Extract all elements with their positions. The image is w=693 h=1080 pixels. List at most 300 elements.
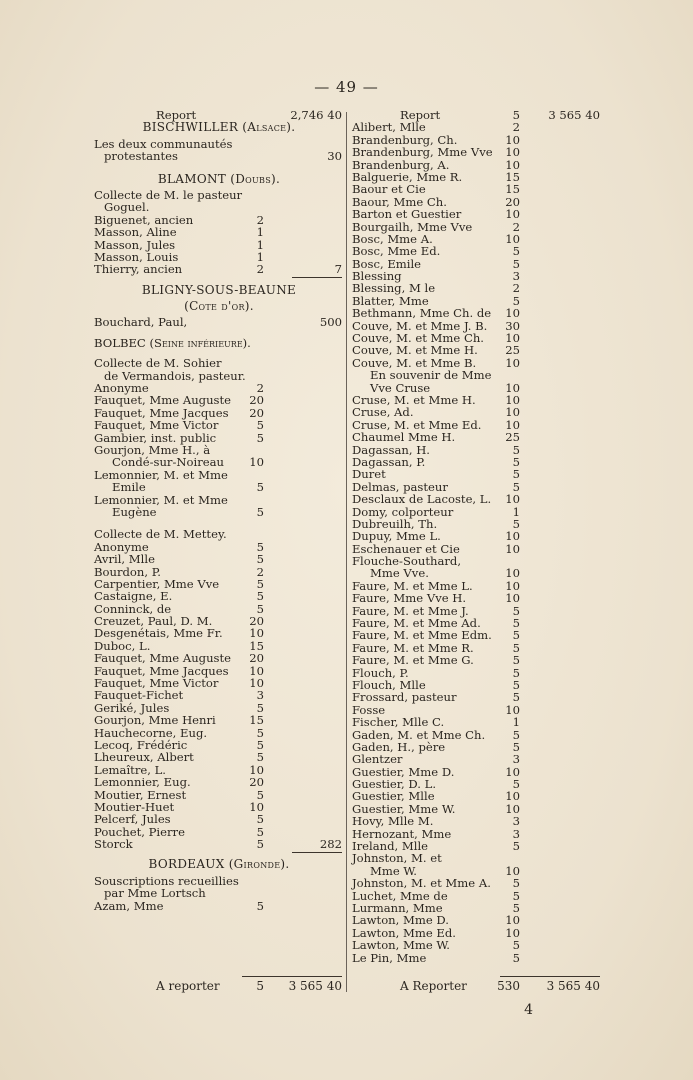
entry-row bbox=[352, 493, 602, 505]
entry-row bbox=[94, 419, 344, 431]
entry-row bbox=[94, 900, 344, 912]
entry-name: Flouch, Mlle bbox=[352, 677, 426, 692]
entry-amount: 5 bbox=[512, 467, 520, 482]
entry-name: Blessing, M le bbox=[352, 281, 436, 296]
entry-name: Vve Cruse bbox=[370, 380, 431, 395]
entry-row bbox=[352, 716, 602, 728]
entry-amount: 5 bbox=[512, 665, 520, 680]
entry-row bbox=[94, 590, 344, 602]
entry-name: Masson, Jules bbox=[94, 237, 176, 252]
entry-name: Gaden, M. et Mme Ch. bbox=[352, 727, 486, 742]
entry-row bbox=[352, 183, 602, 195]
footer-amount: 530 bbox=[497, 979, 520, 993]
entry-amount: 10 bbox=[505, 392, 520, 407]
entry-amount: 5 bbox=[256, 898, 264, 913]
entry-row bbox=[352, 456, 602, 468]
entry-name: Eugène bbox=[112, 504, 157, 519]
entry-amount: 5 bbox=[512, 690, 520, 705]
entry-amount: 5 bbox=[512, 677, 520, 692]
entry-name: Collecte de M. Sohier bbox=[94, 356, 222, 371]
entry-amount: 15 bbox=[505, 169, 520, 184]
entry-name: Souscriptions recueillies bbox=[94, 873, 239, 888]
entry-amount: 1 bbox=[256, 225, 264, 240]
section-header-blamont bbox=[94, 173, 344, 185]
entry-name: Mme W. bbox=[370, 863, 417, 878]
entry-name: Luchet, Mme de bbox=[352, 888, 448, 903]
entry-amount: 10 bbox=[505, 231, 520, 246]
entry-name: Hernozant, Mme bbox=[352, 826, 452, 841]
entry-name: Guestier, Mlle bbox=[352, 789, 435, 804]
entry-name: Fosse bbox=[352, 702, 386, 717]
entry-amount: 10 bbox=[505, 566, 520, 581]
footer-label: A Reporter bbox=[400, 979, 467, 993]
entry-row bbox=[352, 468, 602, 480]
entry-row bbox=[352, 939, 602, 951]
entry-amount: 5 bbox=[256, 480, 264, 495]
entry-row bbox=[352, 369, 602, 381]
right-column bbox=[352, 109, 602, 964]
entry-name: Conninck, de bbox=[94, 601, 172, 616]
entry-amount: 3 bbox=[512, 814, 520, 829]
entry-name: En souvenir de Mme bbox=[370, 368, 492, 383]
entry-amount: 10 bbox=[505, 529, 520, 544]
entry-name: Creuzet, Paul, D. M. bbox=[94, 614, 213, 629]
entry-amount: 5 bbox=[256, 824, 264, 839]
entry-name: Storck bbox=[94, 837, 133, 852]
entry-name: Fauquet-Fichet bbox=[94, 688, 184, 703]
entry-name: Goguel. bbox=[104, 200, 150, 215]
entry-amount: 5 bbox=[256, 700, 264, 715]
entry-row bbox=[94, 316, 344, 328]
entry-amount: 2 bbox=[256, 262, 264, 277]
entry-name: Fischer, Mlle C. bbox=[352, 715, 445, 730]
entry-name: Faure, M. et Mme L. bbox=[352, 578, 473, 593]
report-label: Report bbox=[156, 108, 197, 122]
entry-amount: 10 bbox=[505, 925, 520, 940]
entry-amount: 3 bbox=[512, 752, 520, 767]
entry-name: Geriké, Jules bbox=[94, 700, 170, 715]
entry-name: Blessing bbox=[352, 269, 402, 284]
section-region: (Doubs). bbox=[230, 171, 281, 186]
entry-amount: 10 bbox=[249, 626, 264, 641]
entry-amount: 5 bbox=[256, 725, 264, 740]
section-region: (Alsace). bbox=[242, 120, 296, 135]
entry-amount: 3 bbox=[512, 269, 520, 284]
entry-name: Castaigne, E. bbox=[94, 589, 173, 604]
collecte-line bbox=[94, 357, 344, 369]
entry-amount: 5 bbox=[512, 603, 520, 618]
entry-row bbox=[94, 226, 344, 238]
entry-amount: 5 bbox=[512, 901, 520, 915]
entry-name: Balguerie, Mme R. bbox=[352, 169, 463, 184]
entry-name: Dubreuilh, Th. bbox=[352, 516, 438, 531]
entry-name: Lemaître, L. bbox=[94, 762, 166, 777]
entry-row bbox=[352, 208, 602, 220]
section-region: (Gironde). bbox=[228, 857, 290, 872]
entry-name: Emile bbox=[112, 480, 146, 495]
section-total: 282 bbox=[319, 837, 342, 852]
entry-amount: 5 bbox=[256, 787, 264, 802]
entry-row bbox=[352, 753, 602, 765]
entry-name: Avril, Mlle bbox=[94, 552, 155, 567]
entry-amount: 3 bbox=[512, 826, 520, 841]
entry-row bbox=[94, 456, 344, 468]
entry-name: Gambier, inst. public bbox=[94, 430, 217, 445]
entry-row bbox=[352, 344, 602, 356]
section-region-row bbox=[94, 300, 344, 312]
entry-amount: 10 bbox=[505, 863, 520, 878]
section-title: BISCHWILLER bbox=[142, 120, 239, 135]
left-footer bbox=[94, 979, 344, 991]
entry-amount: 2 bbox=[256, 381, 264, 396]
entry-amount: 10 bbox=[505, 578, 520, 593]
entry-amount: 1 bbox=[256, 237, 264, 252]
entry-name: Lemonnier, M. et Mme bbox=[94, 467, 228, 482]
entry-row bbox=[94, 394, 344, 406]
entry-amount: 5 bbox=[512, 616, 520, 631]
entry-amount: 5 bbox=[512, 244, 520, 259]
entry-amount: 5 bbox=[256, 589, 264, 604]
entry-amount: 25 bbox=[505, 343, 520, 358]
entry-amount: 5 bbox=[512, 640, 520, 655]
entry-amount: 5 bbox=[512, 839, 520, 854]
entry-name: Fauquet, Mme Auguste bbox=[94, 393, 232, 408]
entry-row bbox=[352, 530, 602, 542]
entry-amount: 2 bbox=[256, 212, 264, 227]
entry-row bbox=[352, 307, 602, 319]
entry-name: Bethmann, Mme Ch. de bbox=[352, 306, 492, 321]
entry-row bbox=[94, 714, 344, 726]
entry-row bbox=[94, 813, 344, 825]
entry-amount: 10 bbox=[505, 331, 520, 346]
footer-row bbox=[94, 979, 344, 991]
entry-name: Faure, M. et Mme G. bbox=[352, 653, 474, 668]
entry-name: Lemonnier, Eug. bbox=[94, 775, 191, 790]
entry-amount: 5 bbox=[512, 950, 520, 965]
entry-row bbox=[352, 121, 602, 133]
entry-name: Fauquet, Mme Victor bbox=[94, 418, 219, 433]
entry-name: Bourdon, P. bbox=[94, 564, 161, 579]
entry-name: Bosc, Emile bbox=[352, 256, 422, 271]
entry-amount: 3 bbox=[256, 688, 264, 703]
entry-name: Ireland, Mlle bbox=[352, 839, 429, 854]
entry-amount: 10 bbox=[249, 676, 264, 691]
column-divider bbox=[346, 112, 347, 992]
report-label: Report bbox=[400, 108, 441, 122]
entry-name: Eschenauer et Cie bbox=[352, 541, 460, 556]
entry-name: Anonyme bbox=[94, 381, 149, 396]
entry-amount: 10 bbox=[505, 145, 520, 160]
section-header-bischwiller bbox=[94, 121, 344, 133]
entry-name: Brandenburg, Ch. bbox=[352, 132, 458, 147]
entry-row bbox=[94, 263, 344, 275]
entry-name: Lemonnier, M. et Mme bbox=[94, 492, 228, 507]
entry-row bbox=[352, 592, 602, 604]
footer-total: 3 565 40 bbox=[288, 979, 342, 993]
entry-name: Bosc, Mme Ed. bbox=[352, 244, 441, 259]
entry-amount: 10 bbox=[249, 799, 264, 814]
entry-row bbox=[352, 852, 602, 864]
left-column bbox=[94, 109, 344, 912]
entry-amount: 5 bbox=[256, 812, 264, 827]
entry-row bbox=[352, 914, 602, 926]
entry-row bbox=[94, 652, 344, 664]
footer-amount: 5 bbox=[256, 979, 264, 993]
entry-amount: 5 bbox=[256, 539, 264, 554]
footer-total: 3 565 40 bbox=[546, 979, 600, 993]
footer-row bbox=[352, 979, 602, 991]
entry-name: Fauquet, Mme Jacques bbox=[94, 405, 229, 420]
left-footer-rule bbox=[242, 976, 342, 977]
entry-name: Carpentier, Mme Vve bbox=[94, 576, 220, 591]
entry-name: par Mme Lortsch bbox=[104, 886, 206, 901]
entry-amount: 5 bbox=[512, 516, 520, 531]
entry-name: Lecoq, Frédéric bbox=[94, 737, 188, 752]
entry-name: Baour et Cie bbox=[352, 182, 426, 197]
entry-name: Gourjon, Mme H., à bbox=[94, 442, 211, 457]
entry-name: Masson, Aline bbox=[94, 225, 177, 240]
entry-row bbox=[94, 776, 344, 788]
entry-amount: 10 bbox=[505, 132, 520, 147]
section-title: BLAMONT bbox=[157, 171, 227, 186]
entry-name: Delmas, pasteur bbox=[352, 479, 448, 494]
entry-amount: 5 bbox=[512, 876, 520, 891]
entry-name: Johnston, M. et bbox=[352, 851, 442, 866]
report-amount: 5 bbox=[512, 108, 520, 122]
entry-row bbox=[352, 952, 602, 964]
entry-amount: 20 bbox=[505, 194, 520, 209]
entry-amount: 2 bbox=[256, 564, 264, 579]
entry-amount: 20 bbox=[249, 775, 264, 790]
entry-amount: 5 bbox=[256, 737, 264, 752]
entry-name: Anonyme bbox=[94, 539, 149, 554]
entry-name: Lawton, Mme D. bbox=[352, 913, 449, 928]
entry-name: Glentzer bbox=[352, 752, 403, 767]
entry-row bbox=[352, 146, 602, 158]
footer-label: A reporter bbox=[156, 979, 220, 993]
entry-amount: 5 bbox=[256, 504, 264, 519]
entry-amount: 2 bbox=[512, 281, 520, 296]
entry-amount: 5 bbox=[512, 739, 520, 754]
entry-row bbox=[352, 431, 602, 443]
entry-name: Flouch, P. bbox=[352, 665, 409, 680]
entry-row bbox=[94, 751, 344, 763]
entry-name: Alibert, Mlle bbox=[352, 120, 426, 135]
subtotal-rule bbox=[292, 277, 342, 278]
entry-amount: 10 bbox=[505, 913, 520, 928]
entry-name: Lawton, Mme W. bbox=[352, 938, 450, 953]
entry-name: Duret bbox=[352, 467, 386, 482]
section-region: (Cote d'or). bbox=[184, 299, 254, 314]
subtotal-rule bbox=[292, 852, 342, 853]
section-header-bolbec bbox=[94, 337, 344, 349]
entry-name: Gourjon, Mme Henri bbox=[94, 713, 216, 728]
entry-name: Cruse, M. et Mme H. bbox=[352, 392, 476, 407]
entry-name: Duboc, L. bbox=[94, 638, 151, 653]
entry-amount: 10 bbox=[249, 762, 264, 777]
entry-name: Johnston, M. et Mme A. bbox=[352, 876, 491, 891]
entry-name: Faure, Mme Vve H. bbox=[352, 591, 467, 606]
entry-row bbox=[94, 506, 344, 518]
entry-amount: 10 bbox=[505, 306, 520, 321]
entry-name: Pelcerf, Jules bbox=[94, 812, 171, 827]
entry-name: Le Pin, Mme bbox=[352, 950, 427, 965]
entry-amount: 5 bbox=[256, 576, 264, 591]
entry-row bbox=[94, 481, 344, 493]
entry-amount: 5 bbox=[256, 601, 264, 616]
entry-amount: 1 bbox=[512, 715, 520, 730]
entry-name: Moutier, Ernest bbox=[94, 787, 187, 802]
entry-amount: 20 bbox=[249, 614, 264, 629]
entry-name: Couve, M. et Mme Ch. bbox=[352, 331, 484, 346]
entry-name: Guestier, D. L. bbox=[352, 777, 437, 792]
entry-amount: 10 bbox=[505, 380, 520, 395]
entry-amount: 5 bbox=[512, 442, 520, 457]
entry-amount: 25 bbox=[505, 430, 520, 445]
entry-name: Cruse, Ad. bbox=[352, 405, 414, 420]
right-footer-rule bbox=[500, 976, 600, 977]
entry-name: Dagassan, H. bbox=[352, 442, 430, 457]
entry-name: Lurmann, Mme bbox=[352, 901, 443, 915]
collecte-line bbox=[94, 528, 344, 540]
collecte-line bbox=[94, 887, 344, 899]
entry-name: Condé-sur-Noireau bbox=[112, 455, 225, 470]
entry-name: Chaumel Mme H. bbox=[352, 430, 456, 445]
entry-name: Pouchet, Pierre bbox=[94, 824, 185, 839]
entry-amount: 5 bbox=[512, 777, 520, 792]
entry-name: Fauquet, Mme Auguste bbox=[94, 651, 232, 666]
entry-row bbox=[352, 567, 602, 579]
entry-row bbox=[352, 877, 602, 889]
section-header-bordeaux bbox=[94, 858, 344, 870]
entry-name: Couve, M. et Mme H. bbox=[352, 343, 478, 358]
entry-amount: 5 bbox=[512, 938, 520, 953]
entry-amount: 10 bbox=[505, 801, 520, 816]
entry-amount: 5 bbox=[256, 430, 264, 445]
entry-name: Lawton, Mme Ed. bbox=[352, 925, 456, 940]
section-total: 500 bbox=[319, 315, 342, 330]
entry-amount: 5 bbox=[512, 454, 520, 469]
entry-row bbox=[94, 838, 344, 850]
entry-name: Brandenburg, Mme Vve bbox=[352, 145, 493, 160]
entry-amount: 10 bbox=[505, 702, 520, 717]
entry-amount: 20 bbox=[249, 393, 264, 408]
entry-amount: 5 bbox=[256, 552, 264, 567]
entry-name: Couve, M. et Mme J. B. bbox=[352, 318, 488, 333]
entry-name: Masson, Louis bbox=[94, 249, 179, 264]
entry-name: Brandenburg, A. bbox=[352, 157, 450, 172]
section-region: (Seine inférieure). bbox=[149, 335, 251, 350]
entry-name: Couve, M. et Mme B. bbox=[352, 355, 477, 370]
entry-name: Fauquet, Mme Jacques bbox=[94, 663, 229, 678]
section-total: 7 bbox=[334, 262, 342, 277]
entry-name: Faure, M. et Mme Edm. bbox=[352, 628, 492, 643]
entry-amount: 5 bbox=[512, 479, 520, 494]
entry-row bbox=[352, 282, 602, 294]
entry-row bbox=[352, 654, 602, 666]
entry-amount: 20 bbox=[249, 405, 264, 420]
entry-row bbox=[352, 629, 602, 641]
entry-amount: 30 bbox=[505, 318, 520, 333]
entry-amount: 2 bbox=[512, 219, 520, 234]
section-total: 30 bbox=[327, 149, 342, 164]
entry-amount: 1 bbox=[512, 504, 520, 519]
entry-row bbox=[94, 689, 344, 701]
entry-name: Guestier, Mme D. bbox=[352, 764, 455, 779]
entry-amount: 5 bbox=[512, 653, 520, 668]
entry-name: Domy, colporteur bbox=[352, 504, 454, 519]
entry-name: Fauquet, Mme Victor bbox=[94, 676, 219, 691]
entry-row bbox=[94, 553, 344, 565]
entry-name: Hovy, Mlle M. bbox=[352, 814, 434, 829]
entry-amount: 10 bbox=[249, 455, 264, 470]
entry-name: Moutier-Huet bbox=[94, 799, 175, 814]
entry-name: Collecte de M. le pasteur bbox=[94, 187, 243, 202]
entry-amount: 15 bbox=[249, 713, 264, 728]
entry-amount: 5 bbox=[512, 888, 520, 903]
section-title: BOLBEC bbox=[94, 335, 146, 350]
entry-name: Biguenet, ancien bbox=[94, 212, 194, 227]
entry-amount: 15 bbox=[249, 638, 264, 653]
signature-mark: 4 bbox=[524, 1002, 533, 1018]
entry-amount: 10 bbox=[505, 157, 520, 172]
entry-name: Guestier, Mme W. bbox=[352, 801, 456, 816]
entry-amount: 5 bbox=[512, 293, 520, 308]
entry-amount: 15 bbox=[505, 182, 520, 197]
entry-amount: 10 bbox=[249, 663, 264, 678]
collecte-line bbox=[94, 201, 344, 213]
entry-amount: 10 bbox=[505, 764, 520, 779]
entry-name: Thierry, ancien bbox=[94, 262, 183, 277]
entry-name: Faure, M. et Mme J. bbox=[352, 603, 469, 618]
entry-amount: 10 bbox=[505, 789, 520, 804]
entry-name: Dupuy, Mme L. bbox=[352, 529, 441, 544]
entry-row bbox=[352, 815, 602, 827]
entry-amount: 5 bbox=[512, 256, 520, 271]
section-header-bligny bbox=[94, 284, 344, 296]
report-total: 2,746 40 bbox=[290, 108, 342, 122]
entry-name: Collecte de M. Mettey. bbox=[94, 527, 227, 542]
section-title-line bbox=[94, 337, 251, 349]
entry-amount: 10 bbox=[505, 355, 520, 370]
entry-name: protestantes bbox=[104, 149, 178, 164]
entry-name: Bourgailh, Mme Vve bbox=[352, 219, 473, 234]
entry-name: Bosc, Mme A. bbox=[352, 231, 433, 246]
entry-name: Flouche-Southard, bbox=[352, 554, 462, 569]
entry-name: Blatter, Mme bbox=[352, 293, 429, 308]
entry-name: Faure, M. et Mme R. bbox=[352, 640, 474, 655]
entry-amount: 5 bbox=[512, 727, 520, 742]
entry-name: Dagassan, P. bbox=[352, 454, 426, 469]
entry-amount: 20 bbox=[249, 651, 264, 666]
page-number: — 49 — bbox=[314, 78, 379, 96]
entry-amount: 10 bbox=[505, 492, 520, 507]
entry-amount: 10 bbox=[505, 417, 520, 432]
entry-name: Desgenétais, Mme Fr. bbox=[94, 626, 223, 641]
entry-name: Frossard, pasteur bbox=[352, 690, 457, 705]
entry-amount: 10 bbox=[505, 591, 520, 606]
entry-name: Hauchecorne, Eug. bbox=[94, 725, 208, 740]
section-title: BORDEAUX bbox=[148, 857, 225, 872]
entry-name: Les deux communautés bbox=[94, 136, 233, 151]
entry-amount: 1 bbox=[256, 249, 264, 264]
entry-row bbox=[352, 245, 602, 257]
entry-amount: 2 bbox=[512, 120, 520, 135]
entry-row bbox=[352, 406, 602, 418]
entry-name: de Vermandois, pasteur. bbox=[104, 368, 246, 383]
entry-name: Barton et Guestier bbox=[352, 207, 462, 222]
entry-row bbox=[94, 150, 344, 162]
